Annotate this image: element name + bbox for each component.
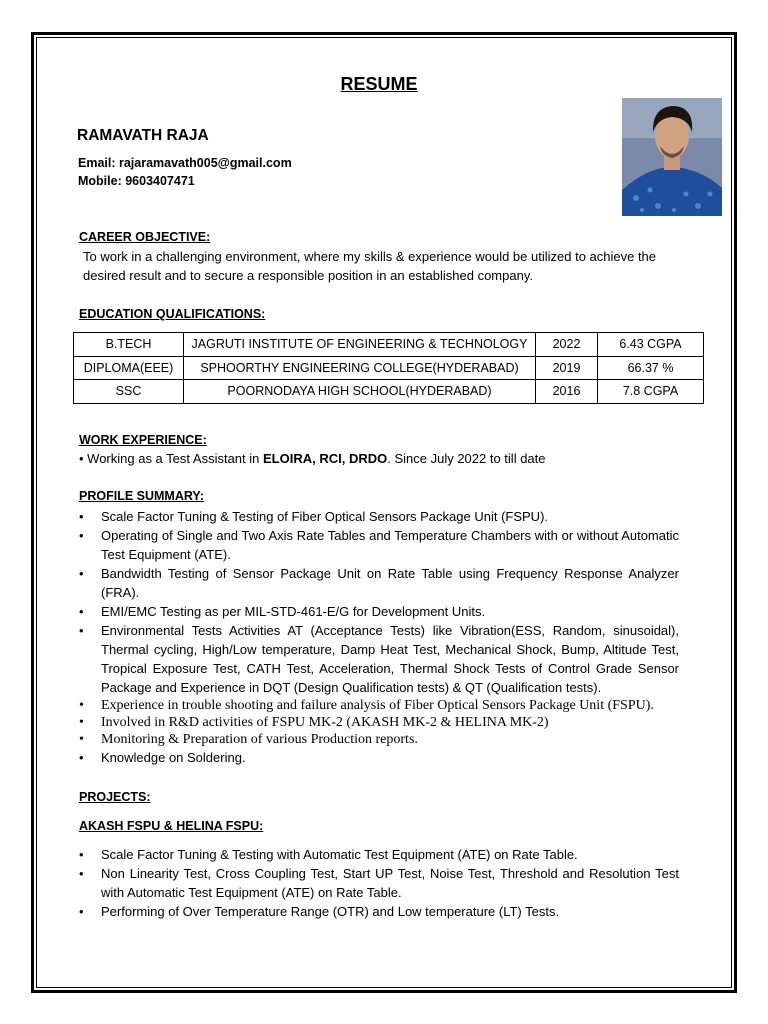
work-experience-heading: WORK EXPERIENCE:	[79, 433, 207, 447]
list-item: • Experience in trouble shooting and failure analysis of Fiber Optical Sensors Package Unit (FSPU).	[79, 697, 679, 714]
table-cell: SPHOORTHY ENGINEERING COLLEGE(HYDERABAD)	[184, 356, 536, 380]
work-experience-prefix: • Working as a Test Assistant in	[79, 451, 263, 466]
email-line: Email: rajaramavath005@gmail.com	[78, 156, 292, 170]
document-title: RESUME	[340, 74, 418, 94]
work-experience-suffix: . Since July 2022 to till date	[387, 451, 546, 466]
table-cell: SSC	[74, 380, 184, 404]
profile-photo	[622, 98, 722, 216]
work-experience-line	[79, 451, 546, 466]
candidate-name: RAMAVATH RAJA	[77, 127, 209, 144]
list-item: • EMI/EMC Testing as per MIL-STD-461-E/G for Development Units.	[79, 602, 679, 621]
table-cell: 66.37 %	[598, 356, 704, 380]
table-cell: 2016	[536, 380, 598, 404]
career-objective-text: To work in a challenging environment, where my skills & experience would be utilized to achieve the desired result and to secure a responsible position in an established company.	[83, 249, 657, 283]
mobile-line: Mobile: 9603407471	[78, 174, 195, 188]
table-cell: DIPLOMA(EEE)	[74, 356, 184, 380]
list-item: • Non Linearity Test, Cross Coupling Test, Start UP Test, Noise Test, Threshold and Resolution Test with Automatic Test Equipment (ATE) on Rate Table.	[79, 864, 679, 902]
profile-summary-heading: PROFILE SUMMARY:	[79, 489, 204, 503]
education-heading: EDUCATION QUALIFICATIONS:	[79, 307, 266, 321]
list-item: • Performing of Over Temperature Range (OTR) and Low temperature (LT) Tests.	[79, 902, 679, 921]
table-cell: 2019	[536, 356, 598, 380]
table-cell: B.TECH	[74, 333, 184, 357]
list-item: • Scale Factor Tuning & Testing with Automatic Test Equipment (ATE) on Rate Table.	[79, 845, 679, 864]
table-cell: 2022	[536, 333, 598, 357]
list-item: • Bandwidth Testing of Sensor Package Unit on Rate Table using Frequency Response Analyzer (FRA).	[79, 564, 679, 602]
project-subheading: AKASH FSPU & HELINA FSPU:	[79, 819, 264, 833]
table-cell: POORNODAYA HIGH SCHOOL(HYDERABAD)	[184, 380, 536, 404]
list-item: • Monitoring & Preparation of various Production reports.	[79, 731, 679, 748]
projects-list	[79, 845, 679, 921]
list-item: • Operating of Single and Two Axis Rate Tables and Temperature Chambers with or without Automatic Test Equipment (ATE).	[79, 526, 679, 564]
table-row	[74, 380, 704, 404]
list-item: • Environmental Tests Activities AT (Acceptance Tests) like Vibration(ESS, Random, sinusoidal), Thermal cycling, High/Low temperature, Damp Heat Test, Mechanical Shock, Bump, Altitude Test, Tropical Exposure Test, CATH Test, Acceleration, Thermal Shock Tests of Control Grade Sensor Package and Experience in DQT (Design Qualification tests) & QT (Qualification tests).	[79, 621, 679, 697]
table-cell: JAGRUTI INSTITUTE OF ENGINEERING & TECHNOLOGY	[184, 333, 536, 357]
projects-heading: PROJECTS:	[79, 790, 151, 804]
list-item: • Knowledge on Soldering.	[79, 748, 679, 767]
career-objective-heading: CAREER OBJECTIVE:	[79, 230, 211, 244]
list-item: • Involved in R&D activities of FSPU MK-2 (AKASH MK-2 & HELINA MK-2)	[79, 714, 679, 731]
table-row	[74, 333, 704, 357]
table-row	[74, 356, 704, 380]
table-cell: 7.8 CGPA	[598, 380, 704, 404]
education-table	[73, 332, 704, 404]
table-cell: 6.43 CGPA	[598, 333, 704, 357]
list-item: • Scale Factor Tuning & Testing of Fiber Optical Sensors Package Unit (FSPU).	[79, 507, 679, 526]
work-experience-org: ELOIRA, RCI, DRDO	[263, 451, 388, 466]
profile-summary-list	[79, 507, 679, 767]
